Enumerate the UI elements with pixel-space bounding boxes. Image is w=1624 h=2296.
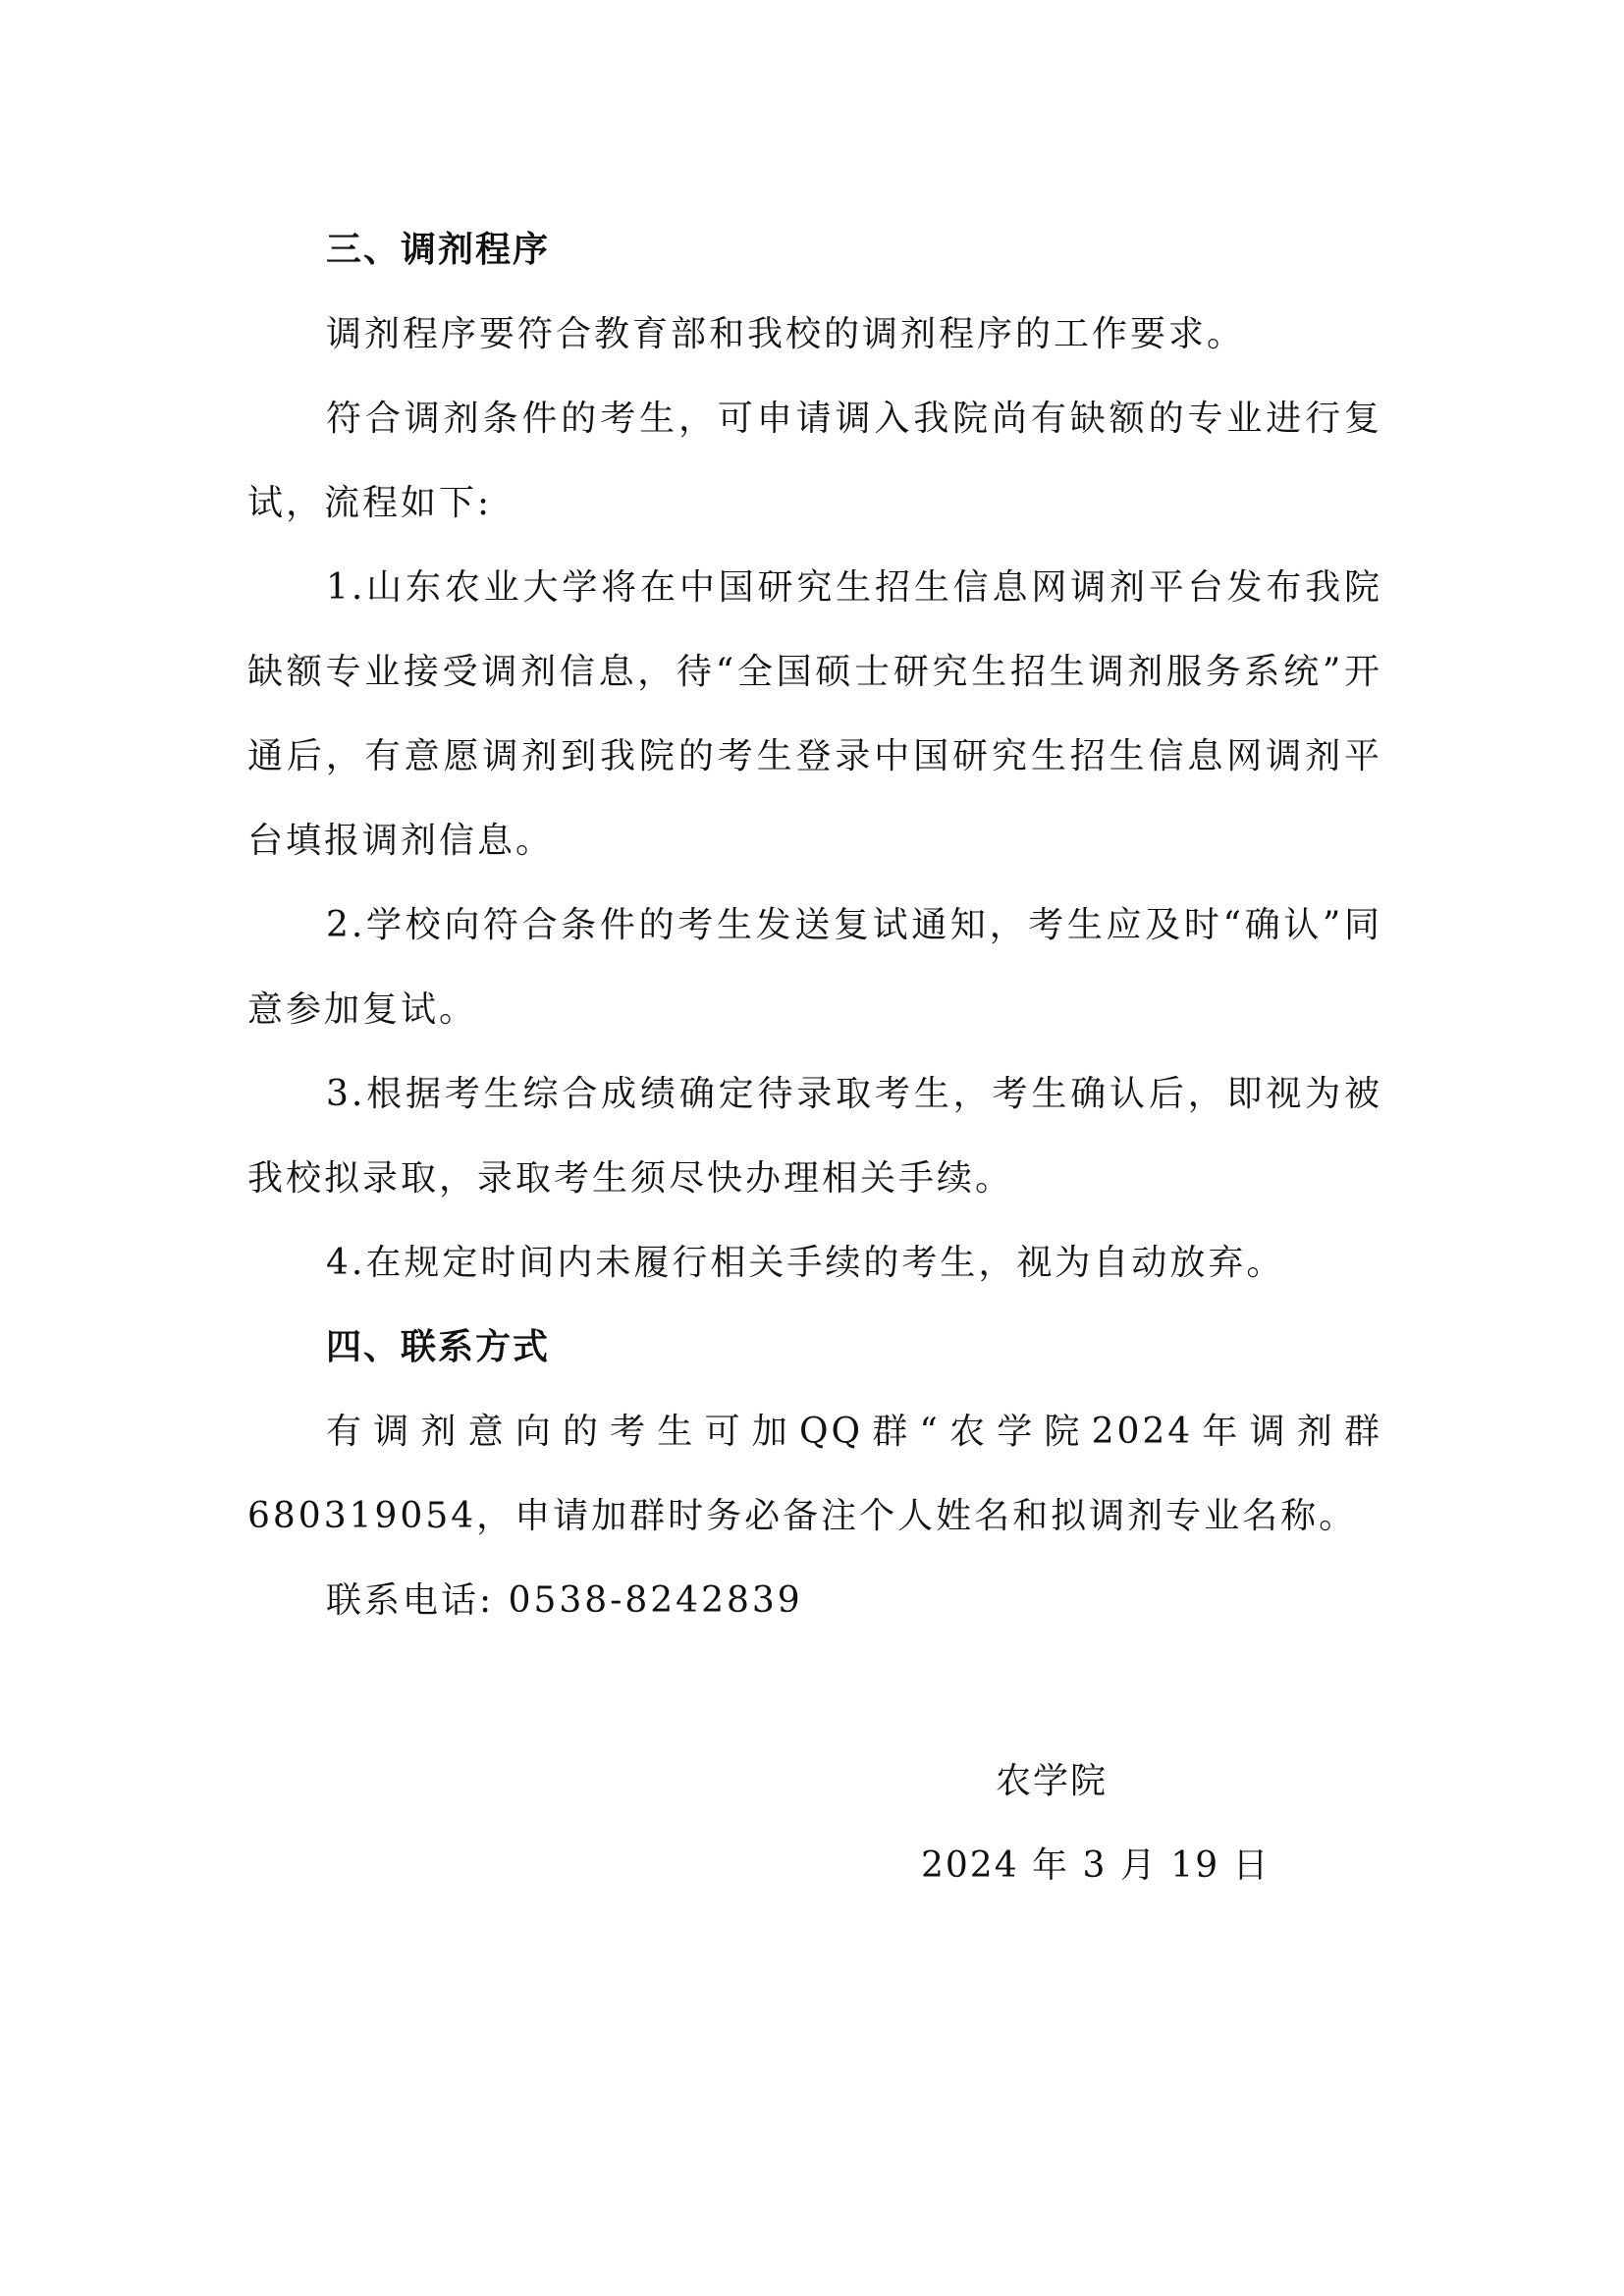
signature-organization: 农学院 <box>996 1761 1109 1801</box>
signature-date: 2024 年 3 月 19 日 <box>921 1845 1271 1886</box>
procedure-step-4: 4.在规定时间内未履行相关手续的考生，视为自动放弃。 <box>326 1243 1285 1283</box>
document-body <box>247 208 1382 1643</box>
section-heading-contact: 四、联系方式 <box>326 1327 551 1367</box>
procedure-step-1: 1.山东农业大学将在中国研究生招生信息网调剂平台发布我院缺额专业接受调剂信息，待“全国硕士研究生招生调剂服务系统”开通后，有意愿调剂到我院的考生登录中国研究生招生信息网调剂平台填报调剂信息。 <box>247 567 1382 861</box>
procedure-intro: 调剂程序要符合教育部和我校的调剂程序的工作要求。 <box>326 314 1246 354</box>
procedure-step-2: 2.学校向符合条件的考生发送复试通知，考生应及时“确认”同意参加复试。 <box>247 905 1382 1030</box>
contact-qq-group: 有调剂意向的考生可加QQ群“农学院2024年调剂群 680319054，申请加群时务必备注个人姓名和拟调剂专业名称。 <box>247 1412 1382 1536</box>
contact-phone: 联系电话: 0538-8242839 <box>326 1580 803 1621</box>
procedure-eligibility: 符合调剂条件的考生，可申请调入我院尚有缺额的专业进行复试，流程如下: <box>247 399 1382 523</box>
procedure-step-3: 3.根据考生综合成绩确定待录取考生，考生确认后，即视为被我校拟录取，录取考生须尽快办理相关手续。 <box>247 1074 1382 1199</box>
section-heading-procedure: 三、调剂程序 <box>326 230 551 270</box>
